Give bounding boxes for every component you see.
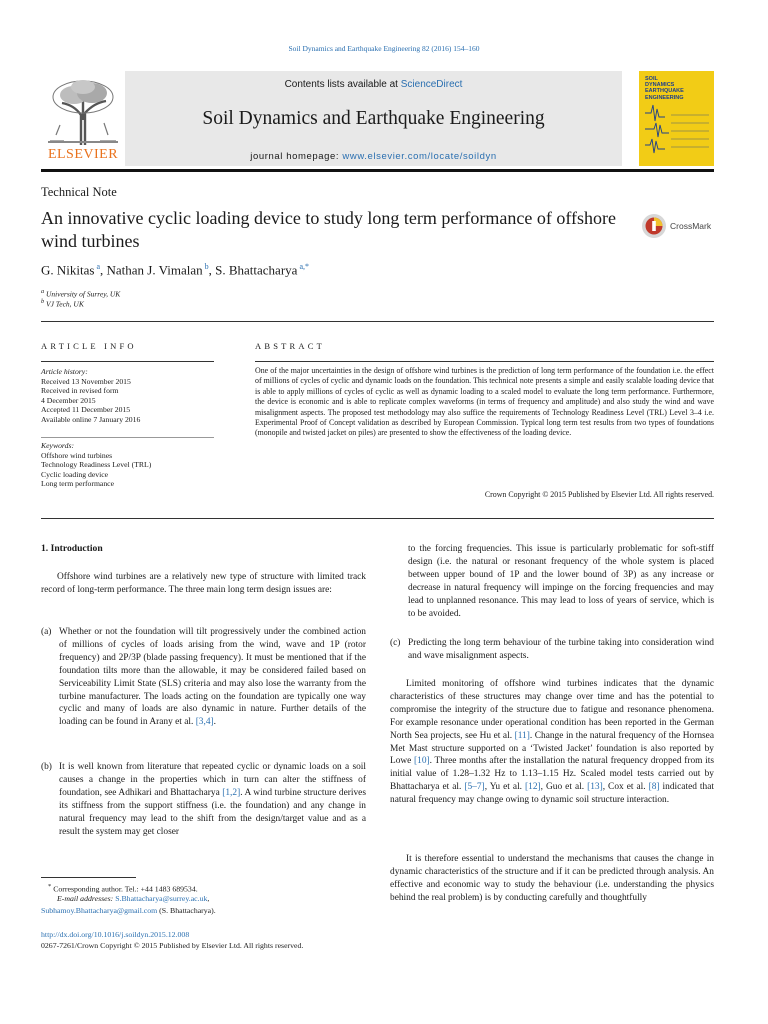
contents-availability	[125, 79, 622, 90]
abstract-bottom-divider	[41, 518, 714, 519]
homepage-prefix: journal homepage:	[250, 151, 343, 162]
email-link[interactable]: Subhamoy.Bhattacharya@gmail.com	[41, 906, 158, 915]
article-info-heading: ARTICLE INFO	[41, 341, 137, 351]
citation-link[interactable]: [8]	[648, 782, 660, 793]
abstract-text: One of the major uncertainties in the design of offshore wind turbines is the prediction of long term performance of the foundation i.e. the effect of millions of cycles of cyclic and dynamic loads on the foundation. This technical note presents a simple and easily scalable loading device that is able to apply millions of cycles of cyclic as well as dynamic loading to a scaled model to evaluate the long term performance. Furthermore, the device is economic and is able to replicate complex waveforms (in terms of frequency and amplitude) and also study the wind and wave misalignment aspects. The proposed test methodology may also suffice the requirements of Technology Readiness Level (TRL) Level 3–4 i.e. Experimental Proof of Concept validation as described by European Commission. Typical long term test results from two types of foundations (monopile and twisted jacket on piles) are presented to show the effectiveness of the loading device.	[255, 366, 714, 438]
history-entry: Available online 7 January 2016	[41, 414, 141, 424]
body-paragraph: It is therefore essential to understand the mechanisms that causes the change in dynamic characteristics of the structure and if it can be predicted through analysis. An effective and economic way to study the behaviour (i.e. understanding the physics behind the real problem) is by conducting carefully and thoughtfully	[390, 854, 714, 903]
publisher-logo[interactable]	[41, 71, 125, 166]
homepage-link[interactable]: www.elsevier.com/locate/soildyn	[342, 151, 497, 162]
crossmark-icon	[641, 213, 667, 239]
sciencedirect-link[interactable]: ScienceDirect	[400, 79, 463, 90]
list-item-continuation: to the forcing frequencies. This issue is particularly problematic for soft-stiff design (i.e. the natural or resonant frequency of the whole system is placed between upper bound of 1P and the lower bound of 3P) as any increase or decrease in natural frequency will impinge on the forcing frequencies and may lead to unplanned resonance. This may lead to loss of years of service, which is to be avoided.	[408, 544, 714, 619]
list-item-text: It is well known from literature that repeated cyclic or dynamic loads on a soil causes a change in the properties which in turn can alter the stiffness of foundation, see Adhikari and Bhattacharya [1,2]. A wind turbine structure derives its stiffness from the support stiffness (i.e. the foundation) and any change in natural frequency may lead to the shift from the design/target value and as a result the system may get closer	[59, 762, 366, 837]
elsevier-tree-icon	[44, 75, 122, 145]
journal-citation-link[interactable]: Soil Dynamics and Earthquake Engineering 82 (2016) 154–160	[288, 44, 480, 53]
article-history	[41, 367, 216, 425]
contents-prefix: Contents lists available at	[284, 79, 401, 90]
issn-copyright: 0267-7261/Crown Copyright © 2015 Published by Elsevier Ltd. All rights reserved.	[41, 941, 304, 950]
email-label: E-mail addresses:	[57, 894, 114, 903]
history-entry: 4 December 2015	[41, 395, 96, 405]
intro-paragraph: Offshore wind turbines are a relatively new type of structure with limited track record of long-term performance. The three main long term design issues are:	[41, 572, 366, 595]
article-title: An innovative cyclic loading device to study long term performance of offshore wind turbines	[41, 208, 616, 251]
article-type: Technical Note	[41, 185, 117, 199]
affiliation-marker: b	[41, 298, 45, 305]
journal-title: Soil Dynamics and Earthquake Engineering	[202, 108, 545, 129]
body-paragraph: Limited monitoring of offshore wind turbines indicates that the dynamic characteristics of these structures may change over time and has the potential to compromise the integrity of the structure due to fatigue and resonance phenomena. For example resonance under operational condition has been reported in the German North Sea projects, see Hu et al. [11]. Change in the natural frequency of the Hornsea Met Mast structure supported on a ‘Twisted Jacket’ foundation is also reported by Lowe [10]. Three months after the installation the natural frequency dropped from its initial value of 1.28–1.32 Hz to 1.13–1.15 Hz. Scaled model tests carried out by Bhattacharya et al. [5–7], Yu et al. [12], Guo et al. [13], Cox et al. [8] indicated that natural frequency may change owing to dynamic soil structure interaction.	[390, 679, 715, 806]
title-divider	[41, 321, 714, 322]
list-item	[41, 761, 366, 838]
citation-link[interactable]: [3,4]	[195, 717, 214, 728]
list-item-label: (a)	[41, 627, 52, 637]
affiliation-text: VJ Tech, UK	[46, 299, 84, 309]
abstract-divider	[255, 361, 714, 362]
keyword: Technology Readiness Level (TRL)	[41, 460, 152, 470]
citation-link[interactable]: [1,2]	[222, 787, 241, 798]
author-separator: ,	[100, 262, 107, 278]
header-divider	[41, 169, 714, 172]
cover-title: SOIL DYNAMICS EARTHQUAKE ENGINEERING	[645, 76, 684, 101]
affiliation-marker: a	[41, 288, 45, 295]
keyword: Offshore wind turbines	[41, 450, 113, 460]
citation-link[interactable]: [12]	[525, 782, 541, 793]
list-item-label: (b)	[41, 762, 52, 772]
section-heading-introduction: 1. Introduction	[41, 543, 103, 554]
author-affiliation-marker[interactable]: a,*	[299, 262, 309, 271]
affiliation	[41, 288, 120, 299]
keyword: Long term performance	[41, 479, 114, 489]
journal-homepage	[125, 151, 622, 162]
author-separator: ,	[208, 262, 216, 278]
author-name[interactable]: S. Bhattacharya	[215, 262, 298, 278]
author-name[interactable]: Nathan J. Vimalan	[106, 262, 203, 278]
citation-link[interactable]: [10]	[414, 756, 430, 767]
history-entry: Received in revised form	[41, 386, 119, 396]
affiliation-text: University of Surrey, UK	[46, 289, 121, 299]
corresponding-author-note: * Corresponding author. Tel.: +44 1483 689534.	[48, 883, 198, 894]
citation-link[interactable]: [11]	[514, 730, 530, 741]
list-item-text: Whether or not the foundation will tilt progressively under the combined action of millions of cycles of loads arising from the wind, wave and 1P (rotor frequency) and 2P/3P (blade passing frequency). It must be mentioned that if the foundation tilts more than the allowable, it may be considered failed based on Serviceability Limit State (SLS) criteria and may also lose the warranty from the turbine manufacturer. The loads acting on the foundation are typically one way cyclic and many of loads are also dynamic in nature. Further details of the loading can be found in Arany et al. [3,4].	[59, 627, 366, 728]
keywords-label: Keywords:	[41, 441, 75, 450]
keyword: Cyclic loading device	[41, 469, 109, 479]
keywords-divider	[41, 437, 214, 438]
email-addresses: E-mail addresses: S.Bhattacharya@surrey.ac.uk,	[57, 894, 210, 903]
crossmark-label: CrossMark	[670, 221, 712, 231]
history-entry: Received 13 November 2015	[41, 376, 131, 386]
affiliation	[41, 298, 84, 309]
citation-link[interactable]: [13]	[587, 782, 603, 793]
abstract-heading: ABSTRACT	[255, 341, 325, 351]
article-info-divider	[41, 361, 214, 362]
author-list	[41, 262, 309, 278]
list-item	[41, 626, 366, 729]
author-affiliation-marker[interactable]: a	[96, 262, 101, 271]
crossmark-badge[interactable]	[641, 213, 721, 239]
journal-cover-thumbnail[interactable]	[639, 71, 714, 166]
list-item-label: (c)	[390, 638, 401, 648]
author-name[interactable]: G. Nikitas	[41, 262, 95, 278]
footnote-marker: *	[48, 883, 52, 890]
footnote-divider	[41, 877, 136, 878]
cover-seismogram-icon	[645, 103, 709, 161]
email-link[interactable]: S.Bhattacharya@surrey.ac.uk	[115, 894, 208, 903]
email-addresses-continued: Subhamoy.Bhattacharya@gmail.com (S. Bhattacharya).	[41, 906, 216, 915]
abstract-copyright: Crown Copyright © 2015 Published by Elsevier Ltd. All rights reserved.	[484, 490, 714, 499]
citation-link[interactable]: [5–7]	[464, 782, 485, 793]
history-label: Article history:	[41, 367, 88, 376]
doi-link[interactable]: http://dx.doi.org/10.1016/j.soildyn.2015.12.008	[41, 930, 190, 939]
keywords-block	[41, 441, 216, 489]
list-item-text: Predicting the long term behaviour of the turbine taking into consideration wind and wave misalignment aspects.	[408, 638, 714, 661]
publisher-wordmark: ELSEVIER	[47, 147, 119, 162]
author-affiliation-marker[interactable]: b	[204, 262, 209, 271]
list-item	[390, 637, 714, 663]
history-entry: Accepted 11 December 2015	[41, 405, 131, 415]
